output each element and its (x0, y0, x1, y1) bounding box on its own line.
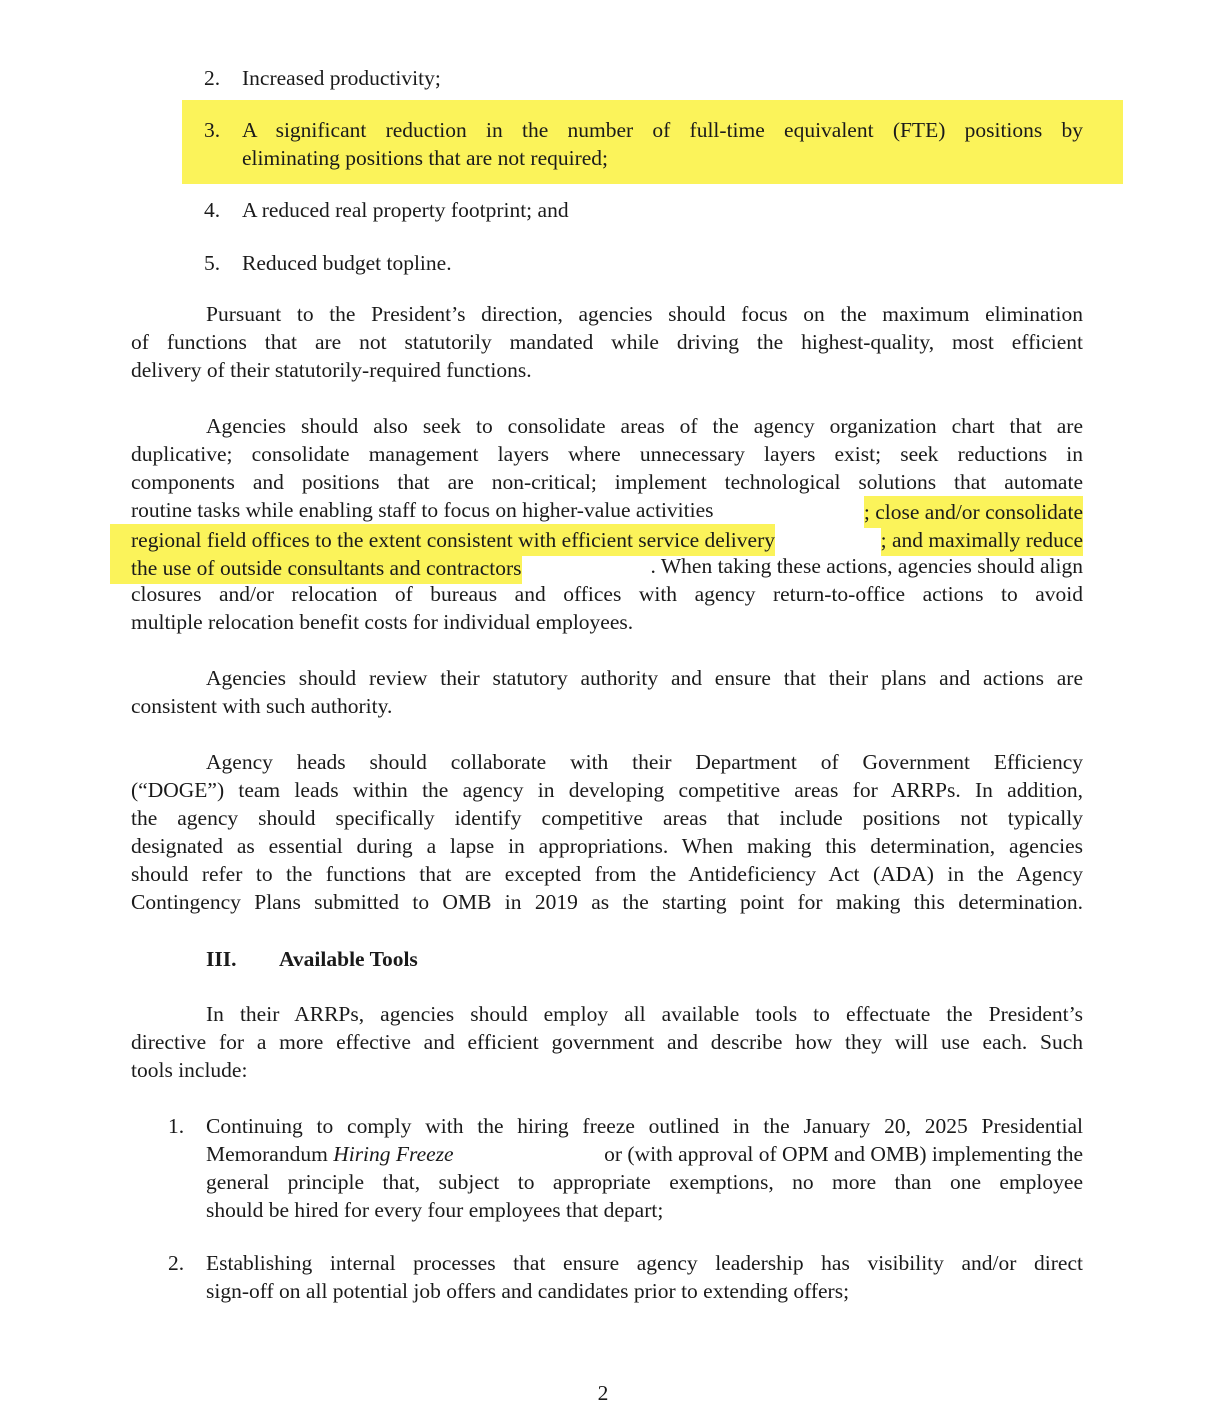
list-number: 3. (204, 118, 221, 142)
paragraph-line: the agency should specifically identify competitive areas that include positions not typically (131, 806, 1083, 830)
list-item-text: Reduced budget topline. (242, 251, 452, 275)
paragraph-line: tools include: (131, 1058, 248, 1082)
memorandum-title: Hiring Freeze (333, 1142, 454, 1166)
paragraph-line: Contingency Plans submitted to OMB in 2019 as the starting point for making this determination. (131, 890, 1083, 914)
paragraph-line: Pursuant to the President’s direction, agencies should focus on the maximum elimination (206, 302, 1083, 326)
list-item-text: A reduced real property footprint; and (242, 198, 569, 222)
paragraph-line: of functions that are not statutorily mandated while driving the highest-quality, most efficient (131, 330, 1083, 354)
section-title: Available Tools (279, 947, 418, 971)
list-item-text: eliminating positions that are not required; (242, 146, 609, 170)
paragraph-line: designated as essential during a lapse in appropriations. When making this determination, agencies (131, 834, 1083, 858)
highlighted-text: regional field offices to the extent consistent with efficient service delivery (110, 524, 775, 556)
paragraph-line: duplicative; consolidate management layers where unnecessary layers exist; seek reductions in (131, 442, 1083, 466)
paragraph-line: Agency heads should collaborate with their Department of Government Efficiency (206, 750, 1083, 774)
paragraph-line: delivery of their statutorily-required functions. (131, 358, 532, 382)
highlighted-text: ; close and/or consolidate (864, 496, 1083, 528)
list-item-text: general principle that, subject to appropriate exemptions, no more than one employee (206, 1170, 1083, 1194)
list-number: 4. (204, 198, 221, 222)
list-number: 1. (168, 1114, 185, 1138)
paragraph-line: Agencies should also seek to consolidate areas of the agency organization chart that are (206, 414, 1083, 438)
highlighted-text: ; and maximally reduce (881, 524, 1083, 556)
paragraph-line: directive for a more effective and efficient government and describe how they will use each. Such (131, 1030, 1083, 1054)
text-segment: . When taking these actions, agencies should align (650, 554, 1083, 578)
list-number: 2. (168, 1251, 185, 1275)
paragraph-line: closures and/or relocation of bureaus and offices with agency return-to-office actions to avoid (131, 582, 1083, 606)
paragraph-line: components and positions that are non-critical; implement technological solutions that automate (131, 470, 1083, 494)
paragraph-line: should refer to the functions that are excepted from the Antideficiency Act (ADA) in the Agency (131, 862, 1083, 886)
list-item-text: should be hired for every four employees that depart; (206, 1198, 664, 1222)
paragraph-line: Agencies should review their statutory authority and ensure that their plans and actions are (206, 666, 1083, 690)
list-number: 2. (204, 66, 221, 90)
text-segment: routine tasks while enabling staff to focus on higher-value activities (131, 498, 714, 522)
list-item-text: Increased productivity; (242, 66, 441, 90)
list-number: 5. (204, 251, 221, 275)
list-item-text (206, 1140, 1083, 1168)
paragraph-line: (“DOGE”) team leads within the agency in developing competitive areas for ARRPs. In addition, (131, 778, 1083, 802)
paragraph-line: In their ARRPs, agencies should employ all available tools to effectuate the President’s (206, 1002, 1083, 1026)
paragraph-line: multiple relocation benefit costs for individual employees. (131, 610, 634, 634)
text-segment: or (with approval of OPM and OMB) implementing the (598, 1142, 1083, 1166)
list-item-text: Continuing to comply with the hiring freeze outlined in the January 20, 2025 Presidential (206, 1114, 1083, 1138)
paragraph-line: consistent with such authority. (131, 694, 393, 718)
list-item-text: Establishing internal processes that ensure agency leadership has visibility and/or direct (206, 1251, 1083, 1275)
text-segment: Memorandum Hiring Freeze (206, 1142, 454, 1166)
list-item-text: sign-off on all potential job offers and candidates prior to extending offers; (206, 1279, 850, 1303)
page-number: 2 (597, 1381, 609, 1405)
list-item-text: A significant reduction in the number of full-time equivalent (FTE) positions by (242, 118, 1083, 142)
section-number: III. (206, 947, 237, 971)
highlighted-text: the use of outside consultants and contractors (110, 552, 522, 584)
